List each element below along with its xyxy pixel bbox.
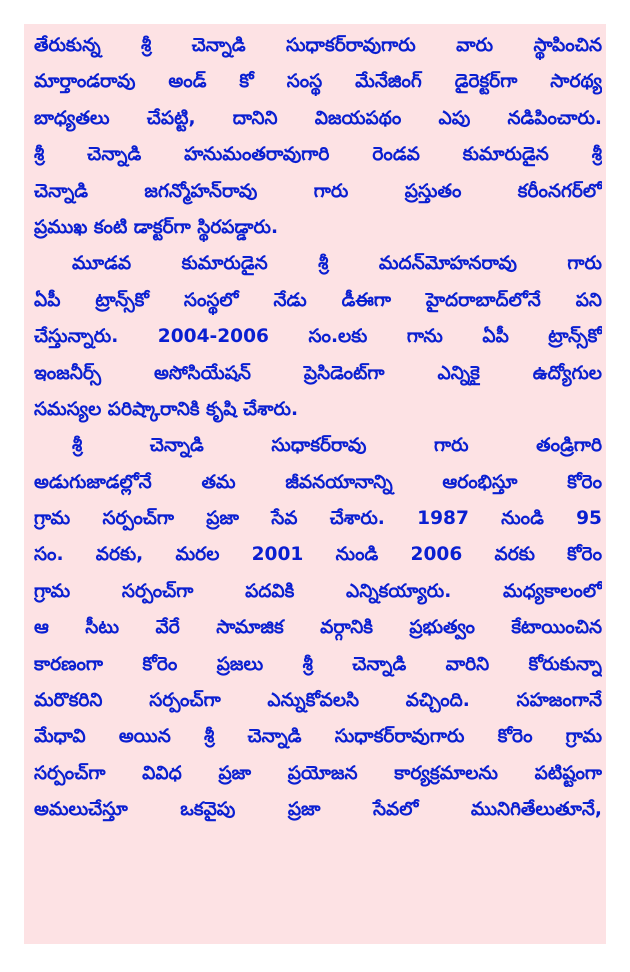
text-line: గ్రామ సర్పంచ్‌గా పదవికి ఎన్నికయ్యారు. మధ్యకాలంలో xyxy=(34,580,602,602)
text-line: చేస్తున్నారు. 2004-2006 సం.లకు గాను ఏపీ ట్రాన్స్‌కో xyxy=(34,326,602,348)
text-line: బాధ్యతలు చేపట్టి, దానిని విజయపథం ఎపు నడిపించారు. xyxy=(34,107,602,129)
text-line: ఇంజనీర్స్ అసోసియేషన్ ప్రెసిడెంట్‌గా ఎన్నికై ఉద్యోగుల xyxy=(34,362,602,384)
text-line: ఏపీ ట్రాన్స్‌కో సంస్థలో నేడు డీఈగా హైదరాబాద్‌లోనే పని xyxy=(34,289,602,311)
text-line: గ్రామ సర్పంచ్‌గా ప్రజా సేవ చేశారు. 1987 నుండి 95 xyxy=(34,508,602,530)
text-line: కారణంగా కోరెం ప్రజలు శ్రీ చెన్నాడి వారిని కోరుకున్నా xyxy=(34,653,602,675)
text-line: తేరుకున్న శ్రీ చెన్నాడి సుధాకర్‌రావుగారు వారు స్థాపించిన xyxy=(34,35,602,56)
text-line: సమస్యల పరిష్కారానికి కృషి చేశారు. xyxy=(34,398,299,420)
text-line: శ్రీ చెన్నాడి హనుమంతరావుగారి రెండవ కుమారుడైన శ్రీ xyxy=(34,144,602,166)
text-line: ఆ సీటు వేరే సామాజిక వర్గానికి ప్రభుత్వం కేటాయించిన xyxy=(34,617,602,639)
body-text xyxy=(34,28,602,829)
paragraph-start-line: మూడవ కుమారుడైన శ్రీ మదన్‌మోహనరావు గారు xyxy=(72,253,602,275)
page-background xyxy=(24,24,606,944)
text-line: సర్పంచ్‌గా వివిధ ప్రజా ప్రయోజన కార్యక్రమాలను పటిష్టంగా xyxy=(34,762,602,784)
text-line: మేధావి అయిన శ్రీ చెన్నాడి సుధాకర్‌రావుగారు కోరెం గ్రామ xyxy=(34,726,602,748)
text-line: చెన్నాడి జగన్మోహన్‌రావు గారు ప్రస్తుతం కరీంనగర్‌లో xyxy=(34,180,602,202)
text-line: ప్రముఖ కంటి డాక్టర్‌గా స్థిరపడ్డారు. xyxy=(34,216,279,238)
text-line: మార్తాండరావు అండ్ కో సంస్థ మేనేజింగ్ డైరెక్టర్‌గా సారథ్య xyxy=(34,71,602,93)
text-line: అమలుచేస్తూ ఒకవైపు ప్రజా సేవలో మునిగితేలుతూనే, xyxy=(34,799,602,821)
text-line: మరొకరిని సర్పంచ్‌గా ఎన్నుకోవలసి వచ్చింది. సహజంగానే xyxy=(34,690,602,712)
text-line: అడుగుజాడల్లోనే తమ జీవనయానాన్ని ఆరంభిస్తూ కోరెం xyxy=(34,471,602,493)
text-line: సం. వరకు, మరల 2001 నుండి 2006 వరకు కోరెం xyxy=(34,544,602,566)
paragraph-start-line: శ్రీ చెన్నాడి సుధాకర్‌రావు గారు తండ్రిగారి xyxy=(72,435,602,457)
